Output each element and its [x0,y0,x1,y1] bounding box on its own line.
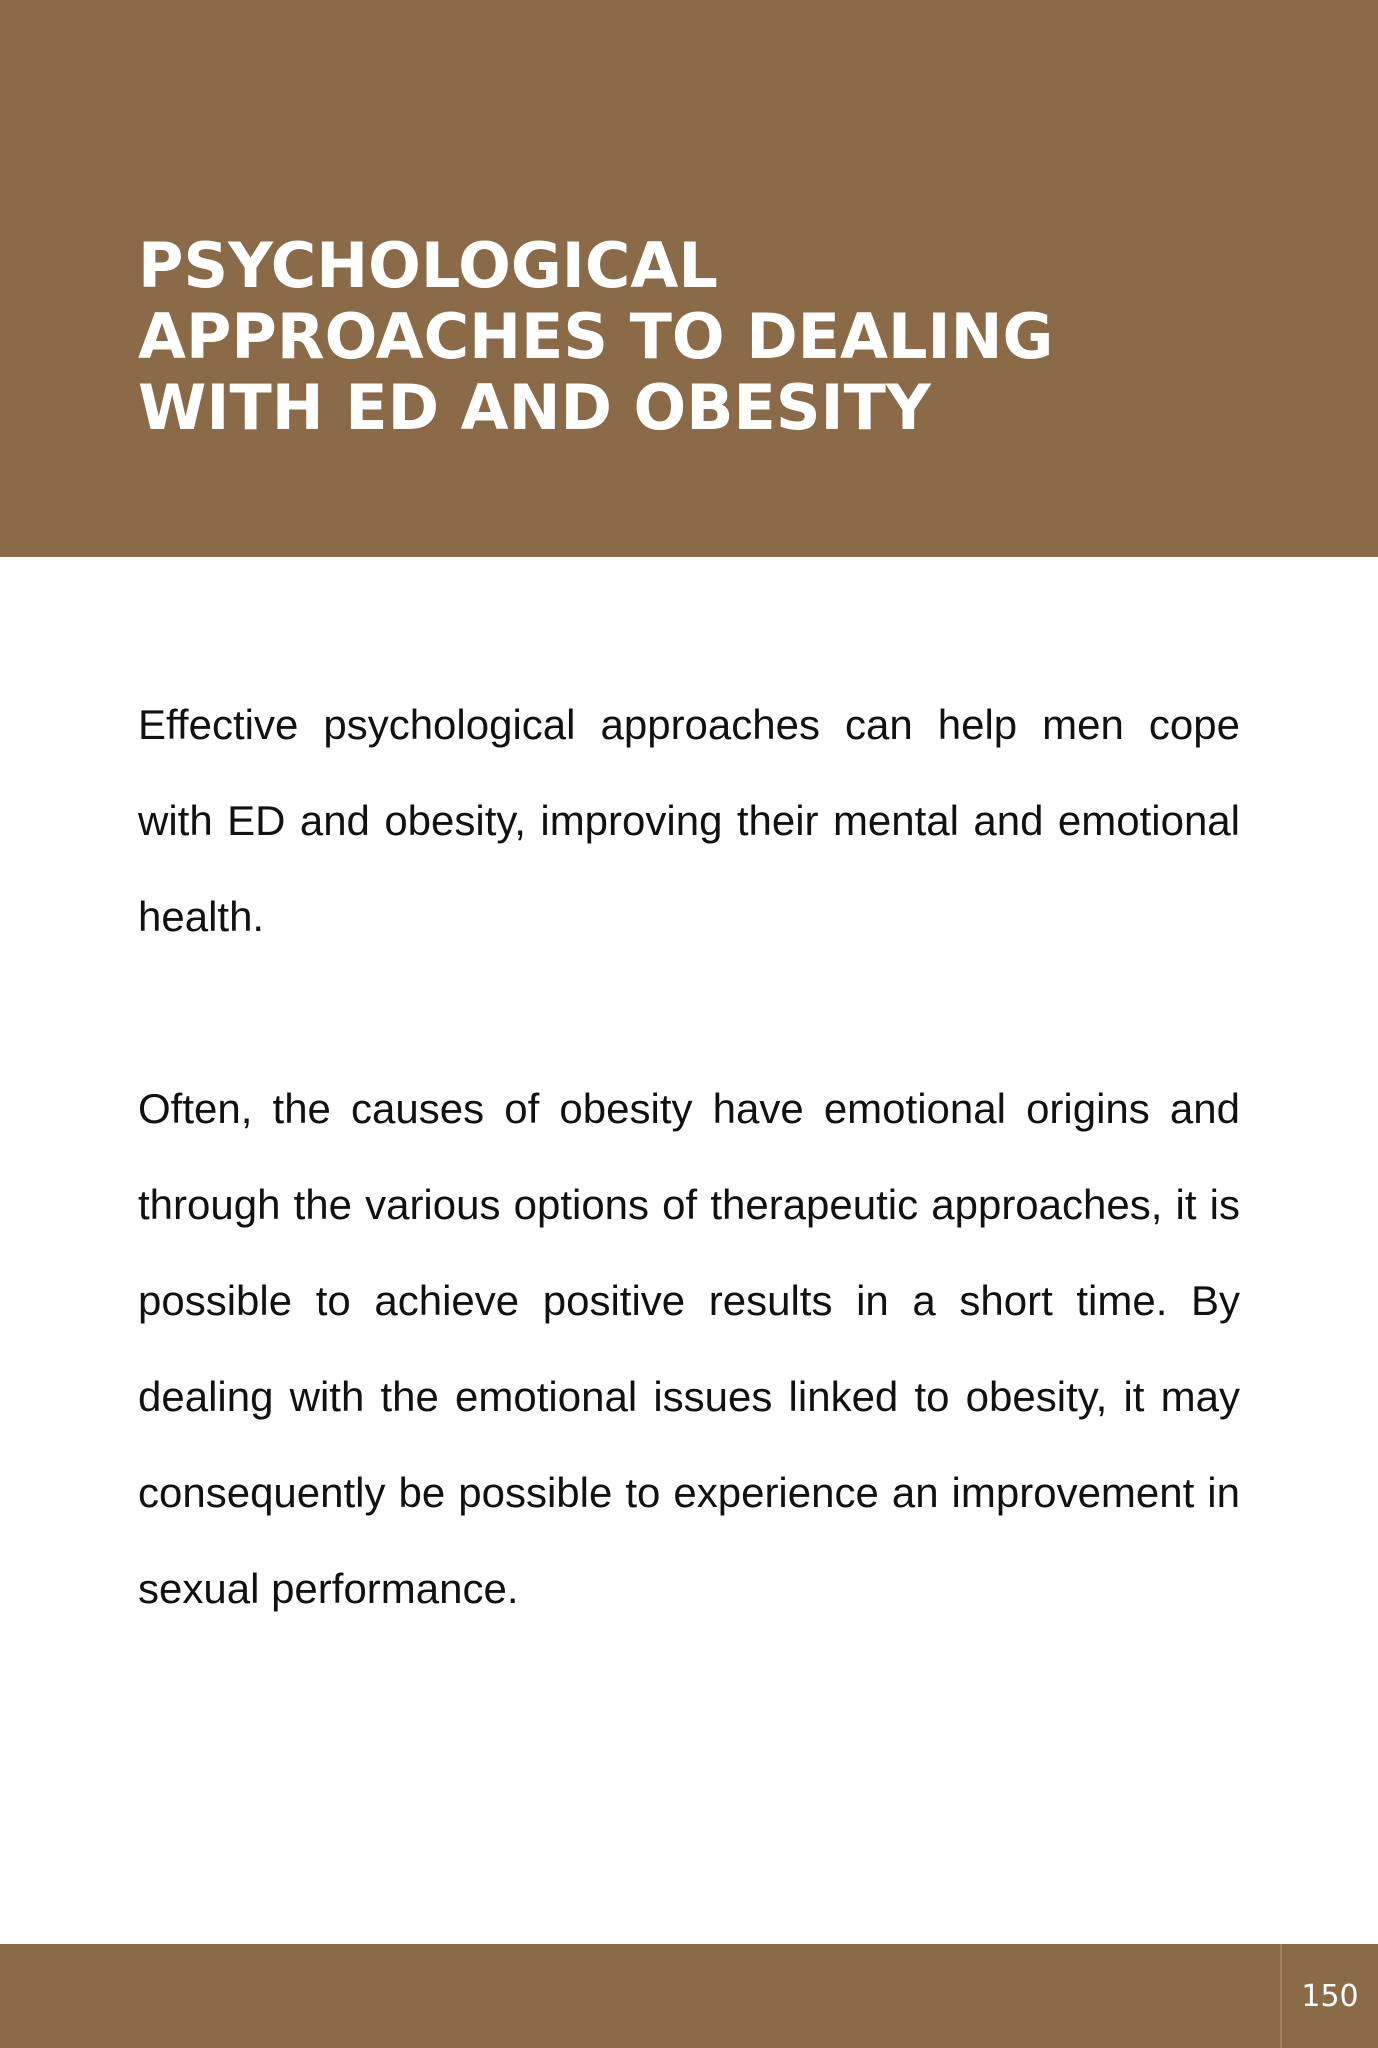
footer-band [0,1944,1378,2048]
header-band [0,0,1378,557]
page-title [138,230,1288,443]
title-line: PSYCHOLOGICAL [138,229,718,302]
title-line: WITH ED AND OBESITY [138,371,931,444]
body-paragraph: Often, the causes of obesity have emotional origins and through the various options of therapeutic approaches, it is possible to achieve positive results in a short time. By dealing with the emotional issues linked to obesity, it may consequently be possible to experience an improvement in sexual performance. [138,1085,1240,1612]
page-number: 150 [1280,1944,1378,2048]
title-line: APPROACHES TO DEALING [138,300,1054,373]
body-paragraph: Effective psychological approaches can help men cope with ED and obesity, improving their mental and emotional health. [138,701,1240,940]
